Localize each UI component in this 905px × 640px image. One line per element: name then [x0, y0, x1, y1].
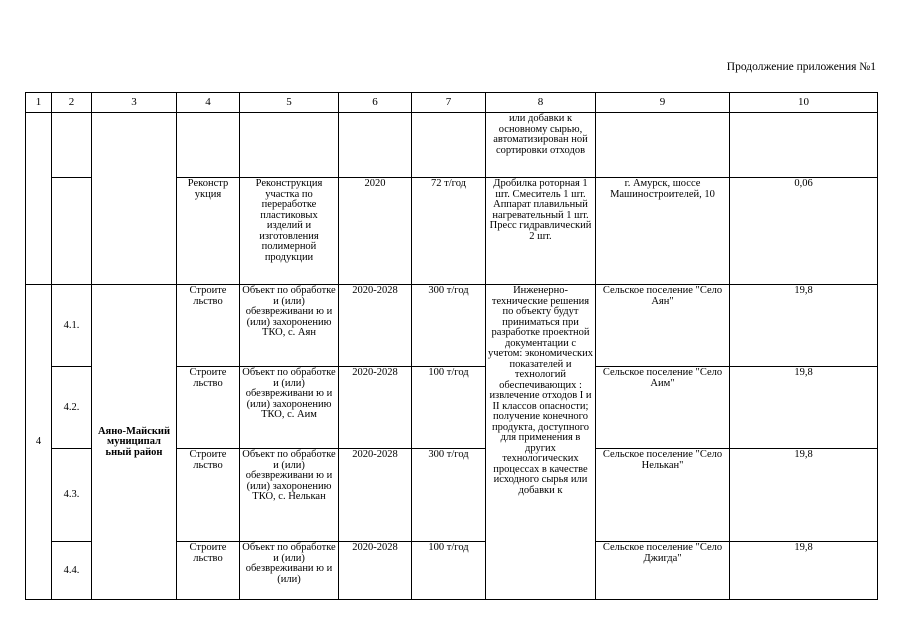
work-type-cell: Строите льство — [177, 367, 240, 449]
group-number-cell: 4 — [26, 285, 52, 600]
value-cell: 19,8 — [730, 367, 878, 449]
object-cell: Объект по обработке и (или) обезвреживани ю и (или) захоронению ТКО, с. Аим — [240, 367, 339, 449]
cell — [52, 178, 92, 285]
appendix-caption: Продолжение приложения №1 — [726, 61, 876, 73]
row-id-cell: 4.1. — [52, 285, 92, 367]
years-cell: 2020 — [339, 178, 412, 285]
equipment-cell: Дробилка роторная 1 шт. Смеситель 1 шт. Аппарат плавильный нагревательный 1 шт. Пресс гидравлический 2 шт. — [486, 178, 596, 285]
appendix-table — [25, 92, 878, 600]
cont-number-cell — [26, 113, 52, 285]
capacity-cell: 100 т/год — [412, 542, 486, 600]
years-cell: 2020-2028 — [339, 449, 412, 542]
work-type-cell: Строите льство — [177, 449, 240, 542]
object-cell: Объект по обработке и (или) обезвреживани ю и (или) — [240, 542, 339, 600]
header-cell-6: 6 — [339, 93, 412, 113]
cell — [177, 113, 240, 178]
header-cell-10: 10 — [730, 93, 878, 113]
header-cell-3: 3 — [92, 93, 177, 113]
object-cell: Объект по обработке и (или) обезвреживани ю и (или) захоронению ТКО, с. Нелькан — [240, 449, 339, 542]
row-id-cell: 4.2. — [52, 367, 92, 449]
header-cell-2: 2 — [52, 93, 92, 113]
header-cell-9: 9 — [596, 93, 730, 113]
location-cell: Сельское поселение "Село Аян" — [596, 285, 730, 367]
header-cell-1: 1 — [26, 93, 52, 113]
cell — [92, 113, 177, 285]
location-cell: Сельское поселение "Село Аим" — [596, 367, 730, 449]
header-cell-7: 7 — [412, 93, 486, 113]
cell — [596, 113, 730, 178]
object-cell: Объект по обработке и (или) обезвреживани ю и (или) захоронению ТКО, с. Аян — [240, 285, 339, 367]
work-type-cell: Строите льство — [177, 285, 240, 367]
cell — [412, 113, 486, 178]
value-cell: 19,8 — [730, 542, 878, 600]
header-row — [26, 93, 878, 113]
capacity-cell: 300 т/год — [412, 449, 486, 542]
row-id-cell: 4.3. — [52, 449, 92, 542]
capacity-cell: 72 т/год — [412, 178, 486, 285]
value-cell: 19,8 — [730, 449, 878, 542]
capacity-cell: 100 т/год — [412, 367, 486, 449]
work-type-cell: Реконстр укция — [177, 178, 240, 285]
table-row — [26, 113, 878, 178]
years-cell: 2020-2028 — [339, 367, 412, 449]
row-id-cell: 4.4. — [52, 542, 92, 600]
table-row — [26, 285, 878, 367]
object-cell: Реконструкция участка по переработке пластиковых изделий и изготовления полимерной продукции — [240, 178, 339, 285]
header-cell-5: 5 — [240, 93, 339, 113]
cell — [730, 113, 878, 178]
header-cell-4: 4 — [177, 93, 240, 113]
capacity-cell: 300 т/год — [412, 285, 486, 367]
location-cell: Сельское поселение "Село Нелькан" — [596, 449, 730, 542]
district-cell: Аяно-Майский муниципал ьный район — [92, 285, 177, 600]
years-cell: 2020-2028 — [339, 285, 412, 367]
value-cell: 19,8 — [730, 285, 878, 367]
cell — [240, 113, 339, 178]
location-cell: Сельское поселение "Село Джигда" — [596, 542, 730, 600]
tech-solution-cell: или добавки к основному сырью, автоматизирован ной сортировки отходов — [486, 113, 596, 178]
years-cell: 2020-2028 — [339, 542, 412, 600]
header-cell-8: 8 — [486, 93, 596, 113]
value-cell: 0,06 — [730, 178, 878, 285]
work-type-cell: Строите льство — [177, 542, 240, 600]
location-cell: г. Амурск, шоссе Машиностроителей, 10 — [596, 178, 730, 285]
tech-solution-cell: Инженерно-технические решения по объекту будут приниматься при разработке проектной документации с учетом: экономических показателей и технологий обеспечивающих : извлечение отходов I и II классов опасности; получение конечного продукта, доступного для применения в других технологических процессах в качестве исходного сырья или добавки к — [486, 285, 596, 600]
cell — [339, 113, 412, 178]
cell — [52, 113, 92, 178]
